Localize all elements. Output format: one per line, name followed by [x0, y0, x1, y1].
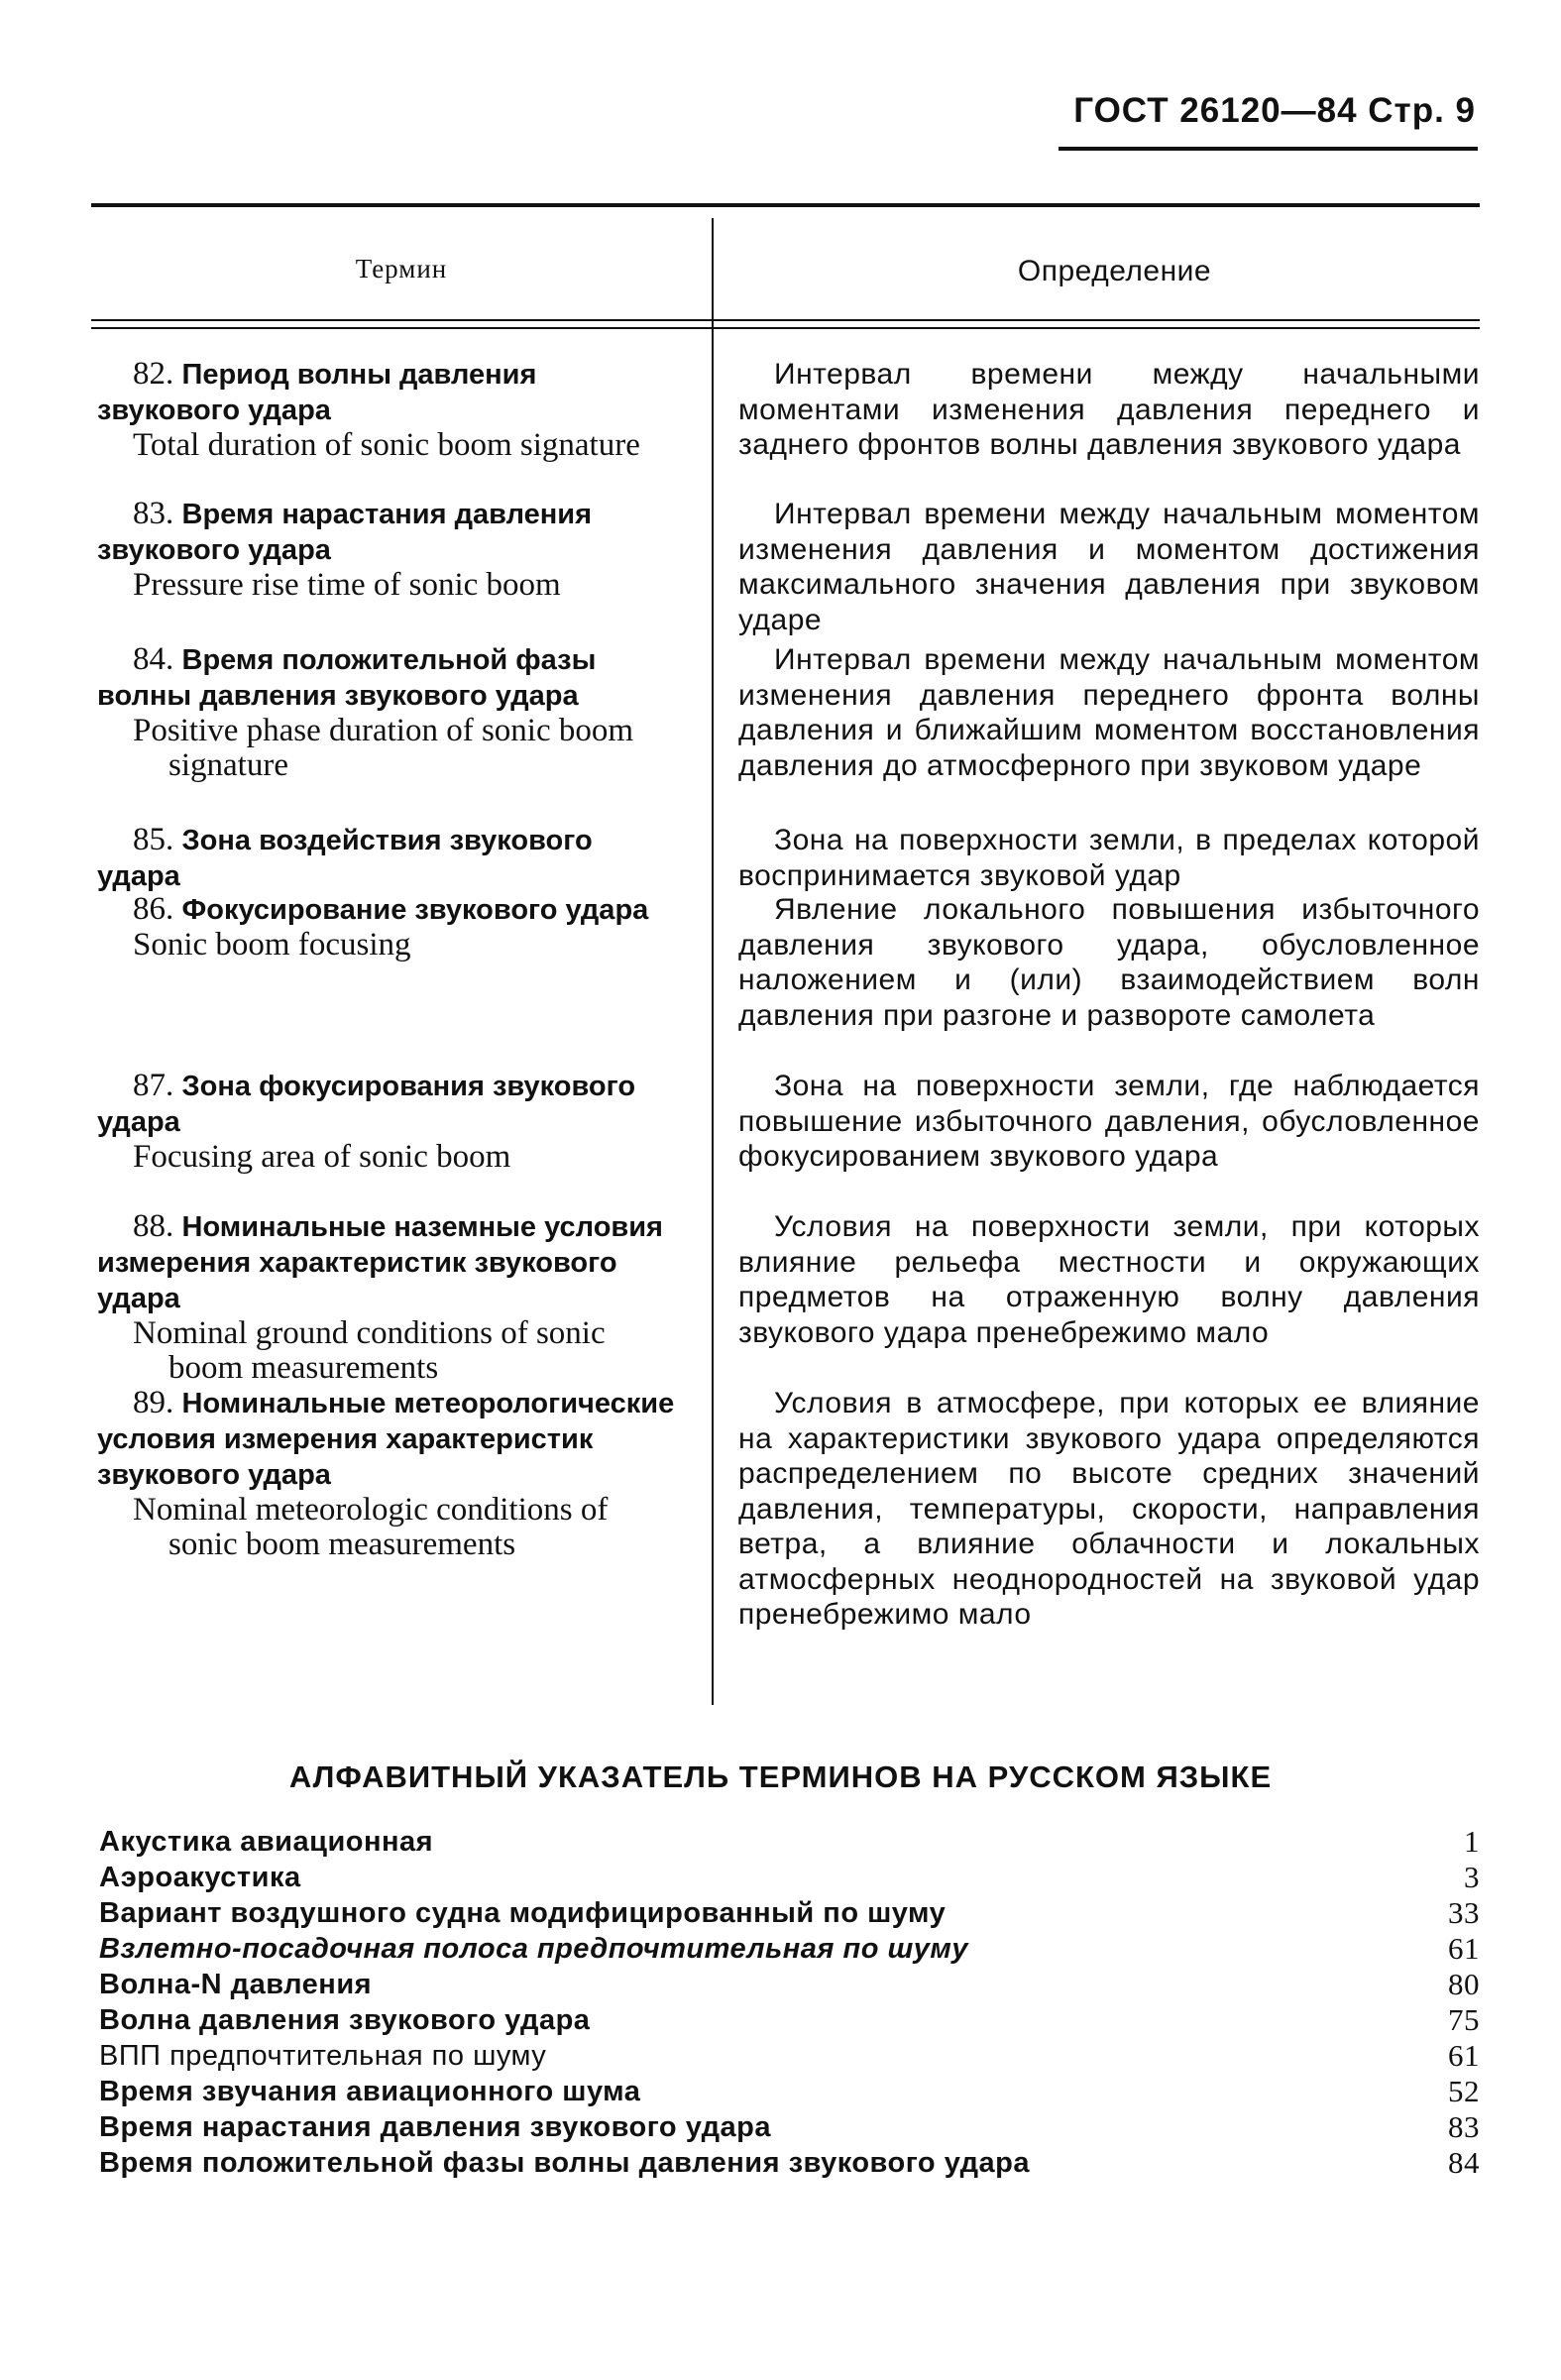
term-number: 83.	[133, 496, 174, 531]
definition-89: Условия в атмосфере, при которых ее влияние на характеристики звукового удара определяются распределением по высоте средних значений давления, температуры, скорости, направления ветра, а влияние облачности и локальных атмосферных неоднородностей на звуковой удар пренебрежимо мало	[738, 1387, 1480, 1631]
index-page: 52	[1448, 2074, 1480, 2108]
term-en: Focusing area of sonic boom	[133, 1139, 511, 1175]
index-label: Аэроакустика	[99, 1862, 301, 1893]
index-row	[99, 1931, 1480, 1967]
table-header-rule-double	[91, 327, 1480, 329]
index-page: 61	[1448, 1931, 1480, 1966]
index-page: 3	[1464, 1860, 1480, 1894]
term-ru: Фокусирование звукового удара	[181, 894, 649, 926]
index-label: Взлетно-посадочная полоса предпочтительная по шуму	[99, 1933, 969, 1965]
term-number: 86.	[133, 891, 174, 927]
column-header-definition: Определение	[1017, 255, 1212, 287]
index-page: 61	[1448, 2038, 1480, 2073]
index-row	[99, 1824, 1480, 1860]
index-label: Время положительной фазы волны давления звукового удара	[99, 2147, 1030, 2179]
term-entry-85	[97, 823, 682, 894]
index-title: АЛФАВИТНЫЙ УКАЗАТЕЛЬ ТЕРМИНОВ НА РУССКОМ ЯЗЫКЕ	[288, 1759, 1273, 1794]
table-top-rule	[91, 203, 1480, 207]
term-ru: Время нарастания давления звукового удара	[97, 499, 593, 566]
index-row	[99, 2145, 1480, 2181]
term-en: Sonic boom focusing	[133, 927, 411, 963]
index-page: 80	[1448, 1967, 1480, 2001]
index-row	[99, 2074, 1480, 2109]
definition-83: Интервал времени между начальным моментом изменения давления и моментом достижения максимального значения давления при звуковом ударе	[738, 498, 1480, 636]
term-ru: Зона фокусирования звукового удара	[97, 1071, 636, 1138]
definition-84: Интервал времени между начальным моментом изменения давления переднего фронта волны давления и ближайшим моментом восстановления давления до атмосферного при звуковом ударе	[738, 643, 1480, 782]
header-rule	[1059, 147, 1478, 151]
index-row	[99, 1967, 1480, 2002]
index-page: 84	[1448, 2145, 1480, 2180]
index-label: ВПП предпочтительная по шуму	[99, 2040, 547, 2072]
term-ru: Период волны давления звукового удара	[97, 359, 537, 426]
index-label: Волна давления звукового удара	[99, 2004, 591, 2036]
definition-85: Зона на поверхности земли, в пределах которой воспринимается звуковой удар	[738, 824, 1480, 892]
term-entry-86	[97, 892, 682, 963]
term-entry-83	[97, 497, 682, 603]
index-page: 75	[1448, 2002, 1480, 2037]
index-row	[99, 2038, 1480, 2074]
column-divider	[712, 218, 714, 1705]
index-label: Вариант воздушного судна модифицированный по шуму	[99, 1897, 947, 1929]
definition-87: Зона на поверхности земли, где наблюдается повышение избыточного давления, обусловленное фокусированием звукового удара	[738, 1070, 1480, 1173]
term-en: Total duration of sonic boom signature	[133, 427, 640, 463]
term-en: Positive phase duration of sonic boom signature	[133, 713, 634, 783]
term-ru: Время положительной фазы волны давления звукового удара	[97, 644, 597, 712]
term-entry-82	[97, 357, 682, 463]
term-entry-87	[97, 1069, 682, 1175]
term-number: 87.	[133, 1068, 174, 1103]
term-number: 84.	[133, 641, 174, 677]
index-label: Акустика авиационная	[99, 1826, 434, 1858]
page-header: ГОСТ 26120—84 Стр. 9	[1073, 91, 1476, 130]
definition-82: Интервал времени между начальными моментами изменения давления переднего и заднего фронтов волны давления звукового удара	[738, 358, 1480, 461]
term-ru: Номинальные метеорологические условия измерения характеристик звукового удара	[97, 1388, 675, 1491]
term-entry-84	[97, 642, 682, 783]
term-number: 82.	[133, 356, 174, 392]
index-row	[99, 1895, 1480, 1931]
term-ru: Зона воздействия звукового удара	[97, 825, 593, 892]
definition-86: Явление локального повышения избыточного давления звукового удара, обусловленное наложением и (или) взаимодействием волн давления при разгоне и развороте самолета	[738, 893, 1480, 1032]
term-en: Pressure rise time of sonic boom	[133, 567, 561, 603]
index-page: 33	[1448, 1895, 1480, 1930]
term-ru: Номинальные наземные условия измерения характеристик звукового удара	[97, 1211, 663, 1314]
index-label: Время звучания авиационного шума	[99, 2076, 641, 2107]
index-row	[99, 1860, 1480, 1895]
index-page: 1	[1464, 1824, 1480, 1859]
index-row	[99, 2109, 1480, 2145]
term-number: 88.	[133, 1208, 174, 1244]
index-row	[99, 2002, 1480, 2038]
index-label: Волна-N давления	[99, 1969, 373, 2000]
term-number: 85.	[133, 822, 174, 857]
index-page: 83	[1448, 2109, 1480, 2144]
index-label: Время нарастания давления звукового удара	[99, 2111, 771, 2143]
table-header-rule	[91, 319, 1480, 321]
term-number: 89.	[133, 1385, 174, 1420]
term-entry-89	[97, 1386, 682, 1562]
term-en: Nominal ground conditions of sonic boom measurements	[133, 1315, 606, 1386]
term-en: Nominal meteorologic conditions of sonic boom measurements	[133, 1492, 609, 1562]
definition-88: Условия на поверхности земли, при которых влияние рельефа местности и окружающих предметов на отраженную волну давления звукового удара пренебрежимо мало	[738, 1210, 1480, 1349]
column-header-term: Термин	[355, 254, 448, 283]
term-entry-88	[97, 1209, 682, 1386]
